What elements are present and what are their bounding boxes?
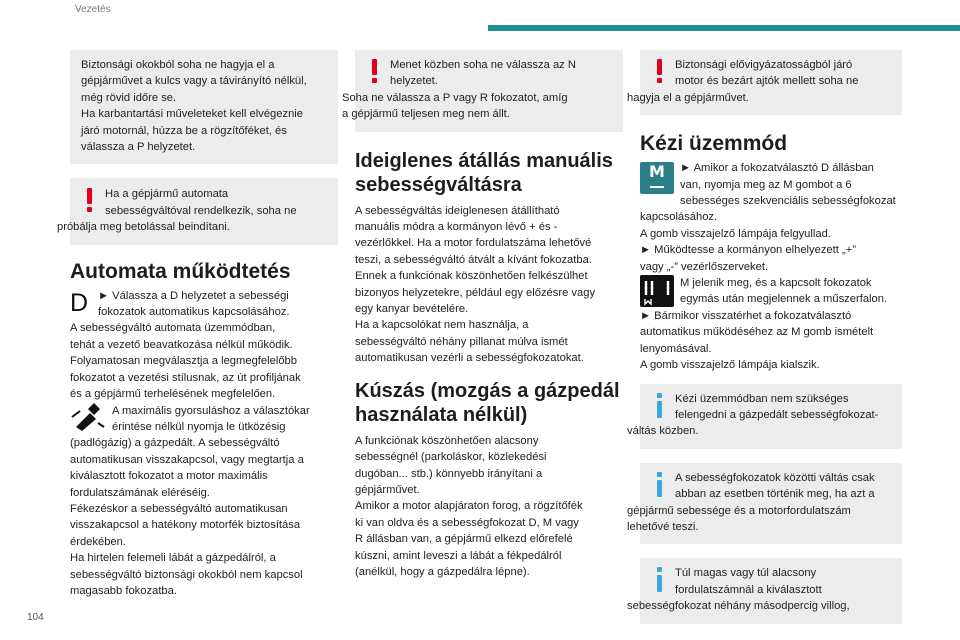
info-line: abban az esetben történik meg, ha azt a bbox=[675, 488, 875, 501]
body-line: A gomb visszajelző lámpája kialszik. bbox=[640, 359, 820, 372]
body-line: A sebességváltás ideiglenesen átállítható bbox=[355, 204, 560, 217]
body-line: gépjárművet. bbox=[355, 483, 420, 496]
body-line: sebességes szekvenciális sebességfokozat bbox=[680, 195, 896, 208]
info-line: gépjármű sebessége és a motorfordulatszám bbox=[627, 504, 851, 517]
body-line: kúszni, amint leveszi a lábát a fékpedálról bbox=[355, 549, 562, 562]
body-line: Folyamatosan megválasztja a legmegfelelőbb bbox=[70, 355, 297, 368]
info-icon bbox=[651, 470, 669, 500]
header-accent-bar bbox=[488, 25, 960, 31]
body-line: ► Bármikor visszatérhet a fokozatválasztó bbox=[640, 309, 852, 322]
info-box-shift-condition bbox=[627, 463, 902, 545]
gear-d-icon: D bbox=[70, 288, 89, 317]
body-line: fokozatok automatikus kapcsolásához. bbox=[98, 306, 290, 319]
body-line: A sebességváltó automata üzemmódban, bbox=[70, 322, 276, 335]
body-line: lenyomásával. bbox=[640, 342, 712, 355]
body-line: kiválasztott fokozatot a motor maximális bbox=[70, 470, 268, 483]
automatic-body bbox=[70, 288, 338, 403]
heading-line: használata nélkül) bbox=[355, 403, 528, 426]
creep-body bbox=[355, 433, 623, 581]
body-line: kapcsolásához. bbox=[640, 211, 718, 224]
warning-line: Soha ne válassza a P vagy R fokozatot, amíg bbox=[342, 91, 568, 104]
body-line: sebességváltó biztonsági okokból nem kapcsol bbox=[70, 568, 303, 581]
warning-icon bbox=[366, 57, 384, 87]
body-line: (padlógázig) a gázpedált. A sebességváltó bbox=[70, 437, 280, 450]
safety-note-box bbox=[70, 50, 338, 164]
body-line: Amikor a motor alapjáraton forog, a rögzítőfék bbox=[355, 500, 583, 513]
body-line: és a gépjármű terhelésének megfelelően. bbox=[70, 388, 276, 401]
info-line: lehetővé teszi. bbox=[627, 520, 699, 533]
heading-line: Ideiglenes átállás manuális bbox=[355, 149, 613, 172]
warning-box-neutral bbox=[342, 50, 623, 132]
info-icon bbox=[651, 565, 669, 595]
body-line: magasabb fokozatba. bbox=[70, 584, 177, 597]
body-line: vagy „-” vezérlőszerveket. bbox=[640, 260, 769, 273]
note-line: járó motornál, húzza be a rögzítőféket, és bbox=[81, 124, 287, 137]
kickdown-body bbox=[70, 403, 338, 600]
info-line: fordulatszámnál a kiválasztott bbox=[675, 583, 822, 596]
warning-box-leave-vehicle bbox=[627, 50, 902, 115]
body-line: R állásban van, a gépjármű elkezd előrefelé bbox=[355, 533, 573, 546]
info-line: Kézi üzemmódban nem szükséges bbox=[675, 392, 849, 405]
body-line: vezérlőkkel. Ha a motor fordulatszáma lehetővé bbox=[355, 237, 592, 250]
body-line: Fékezéskor a sebességváltó automatikusan bbox=[70, 502, 288, 515]
note-line: válassza a P helyzetet. bbox=[81, 141, 196, 154]
body-line: automatikusan vezérli a sebességfokozatokat. bbox=[355, 352, 584, 365]
warning-icon bbox=[651, 57, 669, 87]
body-line: ► Amikor a fokozatválasztó D állásban bbox=[680, 162, 874, 175]
body-line: (anélkül, hogy a gázpedálra lépne). bbox=[355, 565, 530, 578]
warning-line: hagyja el a gépjárművet. bbox=[627, 91, 749, 104]
warning-line: motor és bezárt ajtók mellett soha ne bbox=[675, 75, 859, 88]
info-line: Túl magas vagy túl alacsony bbox=[675, 567, 817, 580]
body-line: visszakapcsol a hatékony motorfék biztosítása bbox=[70, 519, 301, 532]
warning-icon bbox=[81, 186, 99, 216]
body-line: dugóban... stb.) könnyebb irányítani a bbox=[355, 467, 543, 480]
heading-automatic-operation: Automata működtetés bbox=[70, 259, 291, 283]
warning-line: helyzetet. bbox=[390, 75, 438, 88]
column-2 bbox=[342, 50, 623, 580]
manual-mode-body-2 bbox=[640, 275, 902, 373]
manual-mode-body bbox=[640, 160, 902, 275]
note-line: Ha karbantartási műveleteket kell elvégeznie bbox=[81, 108, 304, 121]
body-line: sebességnél (parkoláskor, közlekedési bbox=[355, 451, 547, 464]
body-line: A maximális gyorsuláshoz a választókar bbox=[112, 404, 310, 417]
body-line: sebességváltó néhány pillanat múlva ismét bbox=[355, 335, 568, 348]
info-box-rpm-flash bbox=[627, 558, 902, 623]
body-line: A funkciónak köszönhetően alacsony bbox=[355, 434, 539, 447]
body-line: tehát a vezető beavatkozása nélkül működik. bbox=[70, 338, 293, 351]
info-line: sebességfokozat néhány másodpercig villog, bbox=[627, 600, 850, 613]
info-box-accelerator bbox=[627, 384, 902, 449]
m-button-letter: M bbox=[649, 162, 665, 182]
body-line: automatikus működéséhez az M gomb ismételt bbox=[640, 326, 874, 339]
info-line: váltás közben. bbox=[627, 425, 699, 438]
body-line: teszi, a sebességváltó átvált a kívánt fokozatba. bbox=[355, 253, 592, 266]
body-line: egy kanyar bevételére. bbox=[355, 303, 469, 316]
section-title: Vezetés bbox=[75, 4, 111, 15]
info-icon bbox=[651, 391, 669, 421]
temporary-manual-body bbox=[355, 203, 623, 367]
heading-line: sebességváltásra bbox=[355, 173, 522, 196]
body-line: manuális módra a kormányon lévő + és - bbox=[355, 221, 558, 234]
heading-line: Kúszás (mozgás a gázpedál bbox=[355, 379, 620, 402]
heading-temporary-manual bbox=[355, 149, 623, 197]
m-button-icon bbox=[640, 162, 674, 194]
body-line: van, nyomja meg az M gombot a 6 bbox=[680, 178, 852, 191]
warning-line: Menet közben soha ne válassza az N bbox=[390, 59, 576, 71]
body-line: fokozatot a vezetési stílusnak, az út profiljának bbox=[70, 371, 301, 384]
pedal-kickdown-icon bbox=[70, 403, 106, 433]
column-1 bbox=[57, 50, 338, 599]
note-line: még rövid időre se. bbox=[81, 91, 177, 104]
note-line: Biztonsági okokból soha ne hagyja el a bbox=[81, 59, 275, 71]
column-3 bbox=[627, 50, 902, 624]
info-line: felengedni a gázpedált sebességfokozat- bbox=[675, 408, 879, 421]
body-line: A gomb visszajelző lámpája felgyullad. bbox=[640, 227, 831, 240]
body-line: Ennek a funkciónak köszönhetően felkészülhet bbox=[355, 270, 588, 283]
body-line: érdekében. bbox=[70, 535, 126, 548]
body-line: automatikusan visszakapcsol, vagy megtartja a bbox=[70, 453, 304, 466]
body-line: Ha a kapcsolókat nem használja, a bbox=[355, 319, 529, 332]
warning-line: a gépjármű teljesen meg nem állt. bbox=[342, 108, 510, 121]
warning-line: Ha a gépjármű automata bbox=[105, 188, 229, 201]
body-line: érintése nélkül nyomja le ütközésig bbox=[112, 420, 286, 433]
warning-line: Biztonsági elővigyázatosságból járó bbox=[675, 59, 853, 71]
info-line: A sebességfokozatok közötti váltás csak bbox=[675, 471, 875, 484]
body-line: fordulatszámának eléréséig. bbox=[70, 486, 210, 499]
heading-manual-mode: Kézi üzemmód bbox=[640, 132, 788, 156]
body-line: ► Válassza a D helyzetet a sebességi bbox=[98, 289, 289, 302]
heading-creep bbox=[355, 379, 623, 427]
warning-line: próbálja meg betolással beindítani. bbox=[57, 221, 230, 234]
body-line: egymás után megjelennek a műszerfalon. bbox=[680, 293, 888, 306]
page-number: 104 bbox=[27, 612, 44, 623]
body-line: Ha hirtelen felemeli lábát a gázpedálról, a bbox=[70, 552, 276, 565]
note-line: gépjárművet a kulcs vagy a távirányító nélkül, bbox=[81, 75, 307, 88]
warning-line: sebességváltóval rendelkezik, soha ne bbox=[105, 204, 297, 217]
body-line: M jelenik meg, és a kapcsolt fokozatok bbox=[680, 277, 872, 290]
body-line: bizonyos helyzetekre, például egy előzésre vagy bbox=[355, 286, 596, 299]
body-line: ► Működtesse a kormányon elhelyezett „+” bbox=[640, 244, 856, 257]
dashboard-gear-display-icon bbox=[640, 275, 674, 307]
warning-box-push-start bbox=[57, 178, 338, 244]
body-line: ki van oldva és a sebességfokozat D, M vagy bbox=[355, 516, 579, 529]
